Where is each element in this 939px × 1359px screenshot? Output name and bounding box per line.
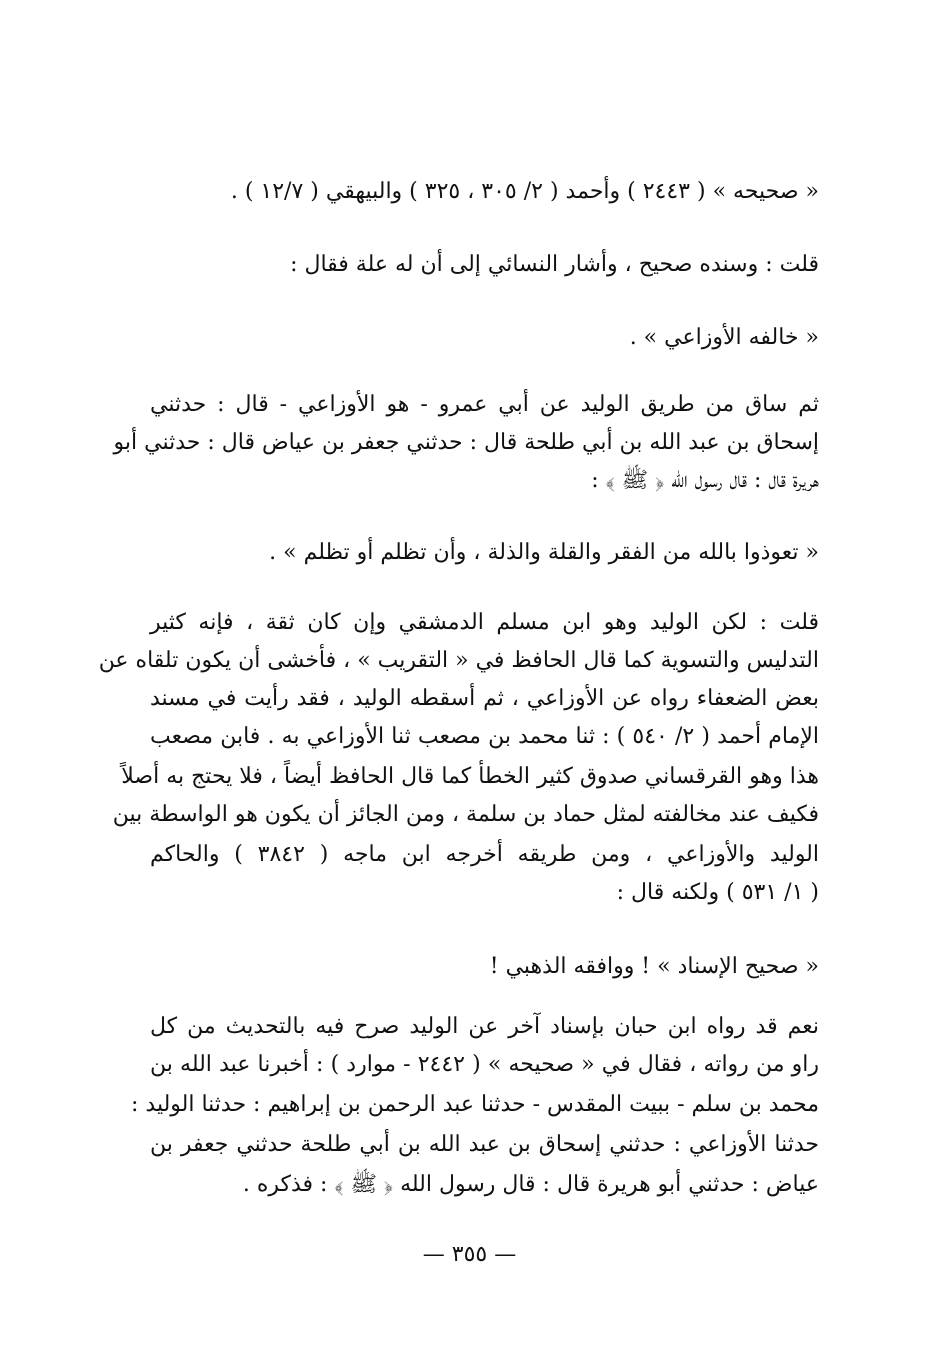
page-number: — ٣٥٥ —: [422, 1242, 517, 1267]
text-line: هذا وهو القرقساني صدوق كثير الخطأ كما قال الحافظ أيضاً ، فلا يحتج به أصلاً: [121, 764, 819, 789]
text-line: محمد بن سلم - ببيت المقدس - حدثنا عبد الرحمن بن إبراهيم : حدثنا الوليد :: [130, 1092, 819, 1117]
text-line: إسحاق بن عبد الله بن أبي طلحة قال : حدثني جعفر بن عياض قال : حدثني أبو: [113, 430, 819, 455]
text-line: ثم ساق من طريق الوليد عن أبي عمرو - هو الأوزاعي - قال : حدثني: [150, 392, 819, 417]
text-line: الإمام أحمد ( ٢/ ٥٤٠ ) : ثنا محمد بن مصعب ثنا الأوزاعي به . فابن مصعب: [150, 724, 820, 749]
text-line: حدثنا الأوزاعي : حدثني إسحاق بن عبد الله بن أبي طلحة حدثني جعفر بن: [150, 1132, 819, 1157]
text-line: بعض الضعفاء رواه عن الأوزاعي ، ثم أسقطه الوليد ، فقد رأيت في مسند: [150, 686, 819, 711]
text-line: « صحيحه » ( ٢٤٤٣ ) وأحمد ( ٢/ ٣٠٥ ، ٣٢٥ ) والبيهقي ( ١٢/٧ ) .: [230, 179, 819, 204]
text-line: قلت : لكن الوليد وهو ابن مسلم الدمشقي وإن كان ثقة ، فإنه كثير: [150, 610, 819, 635]
text-line: راو من رواته ، فقال في « صحيحه » ( ٢٤٤٢ - موارد ) : أخبرنا عبد الله بن: [150, 1052, 819, 1077]
text-line: التدليس والتسوية كما قال الحافظ في « التقريب » ، فأخشى أن يكون تلقاه عن: [98, 648, 819, 673]
text-line: قلت : وسنده صحيح ، وأشار النسائي إلى أن له علة فقال :: [290, 252, 819, 277]
text-line: « تعوذوا بالله من الفقر والقلة والذلة ، وأن تظلم أو تظلم » .: [269, 540, 819, 565]
text-line: « صحيح الإسناد » ! ووافقه الذهبي !: [489, 954, 819, 979]
text-line: عياض : حدثني أبو هريرة قال : قال رسول الله ﴿ ﷺ ﴾ : فذكره .: [242, 1172, 819, 1197]
text-line: ( ١/ ٥٣١ ) ولكنه قال :: [616, 880, 819, 905]
text-line: هريرة قال : قال رسول الله ﴿ ﷺ ﴾ :: [591, 468, 819, 493]
text-line: « خالفه الأوزاعي » .: [629, 325, 819, 350]
text-line: فكيف عند مخالفته لمثل حماد بن سلمة ، ومن الجائز أن يكون هو الواسطة بين: [112, 802, 819, 827]
text-line: الوليد والأوزاعي ، ومن طريقه أخرجه ابن ماجه ( ٣٨٤٢ ) والحاكم: [150, 842, 819, 867]
text-line: نعم قد رواه ابن حبان بإسناد آخر عن الوليد صرح فيه بالتحديث من كل: [150, 1014, 819, 1039]
